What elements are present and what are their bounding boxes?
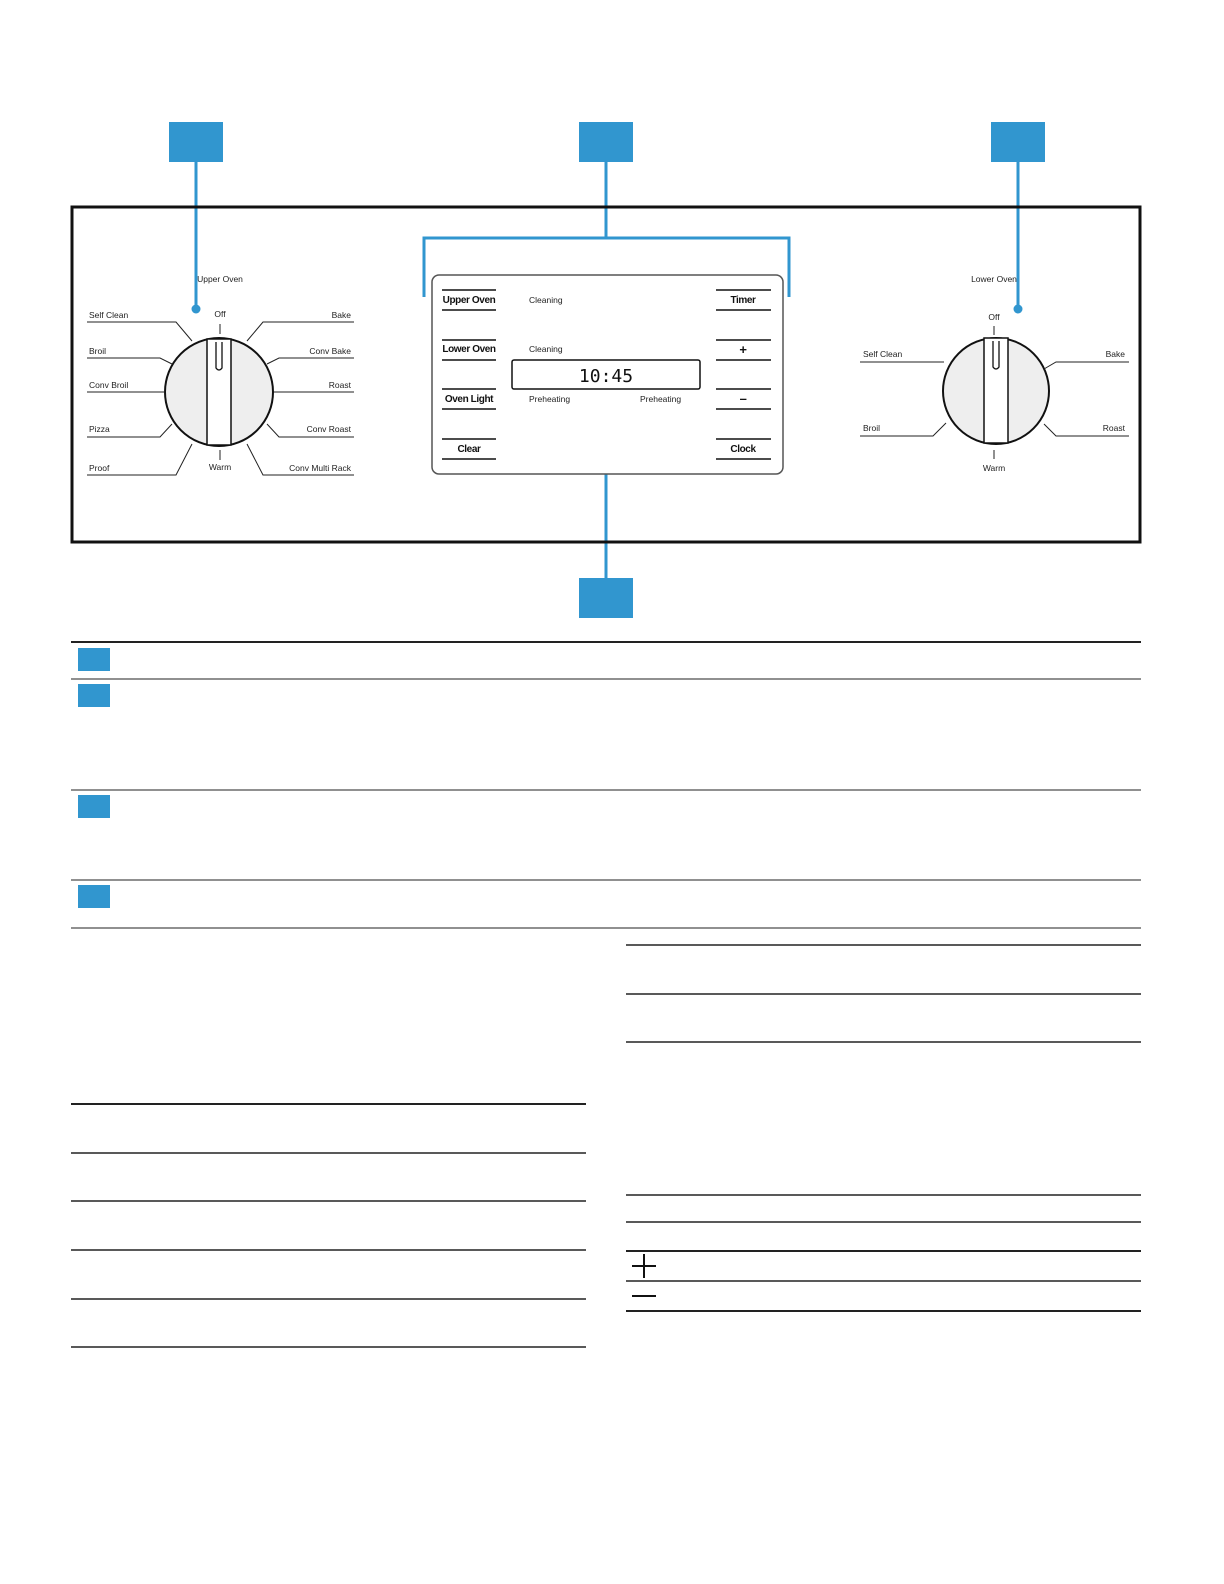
upper-knob-label-conv-roast: Conv Roast [306,424,351,434]
plus-icon [632,1254,656,1278]
svg-text:Clear: Clear [457,444,481,455]
upper-knob-warm-label: Warm [208,462,232,472]
upper-knob-label-bake: Bake [331,310,351,320]
upper-knob-label-roast: Roast [328,380,351,390]
right-table-rules [626,945,1141,1311]
callout-display [579,578,633,618]
lower-oven-status: Cleaning [529,344,563,354]
legend-badge-2 [78,684,110,707]
leader-lower-knob [1014,162,1023,314]
svg-text:+: + [739,342,747,357]
svg-text:Timer: Timer [730,295,756,306]
legend-badge-1 [78,648,110,671]
lower-knob-label-self-clean: Self Clean [863,349,903,359]
svg-text:–: – [739,391,747,406]
upper-knob-label-self-clean: Self Clean [89,310,129,320]
upper-knob-label-conv-multi-rack: Conv Multi Rack [289,463,351,473]
legend-badge-4 [78,885,110,908]
display-time: 10:45 [578,366,634,387]
upper-preheating-status: Preheating [529,394,571,404]
control-panel [432,275,783,474]
legend-badge-3 [78,795,110,818]
callout-control-panel [579,122,633,162]
upper-knob-label-proof: Proof [89,463,110,473]
upper-knob-title: Upper Oven [197,274,243,284]
svg-text:Lower Oven: Lower Oven [442,344,496,355]
lower-knob-label-bake: Bake [1105,349,1125,359]
lower-knob-warm-label: Warm [982,463,1006,473]
upper-knob-label-broil: Broil [89,346,107,356]
lower-knob-off-label: Off [988,312,1000,322]
upper-knob-label-conv-bake: Conv Bake [309,346,351,356]
legend-table [71,642,1141,928]
callout-lower-knob [991,122,1045,162]
svg-text:Oven Light: Oven Light [444,394,494,405]
leader-upper-knob [192,162,201,314]
callout-upper-knob [169,122,223,162]
upper-knob-label-pizza: Pizza [89,424,110,434]
lower-preheating-status: Preheating [640,394,682,404]
lower-knob-label-broil: Broil [863,423,881,433]
svg-text:Clock: Clock [730,444,756,455]
lower-knob-title: Lower Oven [971,274,1017,284]
upper-oven-knob[interactable] [87,274,354,475]
upper-oven-status: Cleaning [529,295,563,305]
lower-oven-knob[interactable] [860,274,1129,473]
svg-text:Upper Oven: Upper Oven [442,295,496,306]
upper-knob-off-label: Off [214,309,226,319]
lower-knob-label-roast: Roast [1102,423,1125,433]
left-table-rules [71,1104,586,1347]
upper-knob-label-conv-broil: Conv Broil [89,380,129,390]
